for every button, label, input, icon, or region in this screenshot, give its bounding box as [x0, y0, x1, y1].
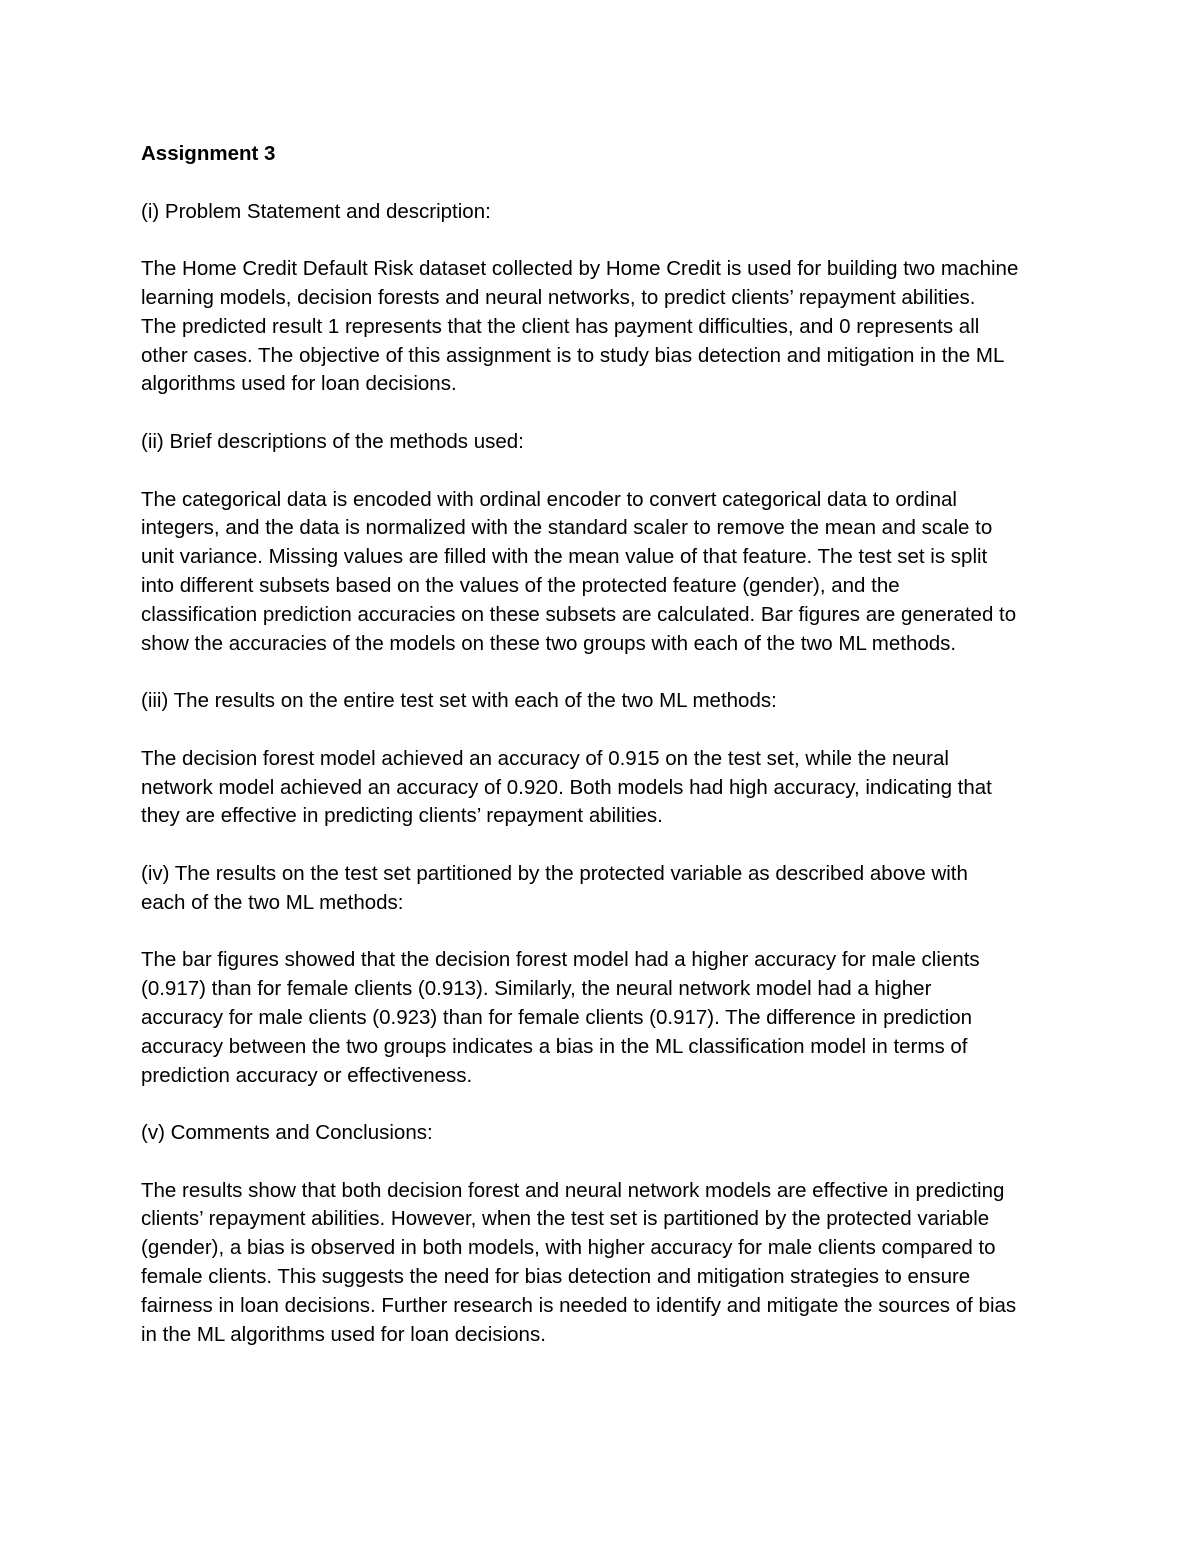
paragraph-line: unit variance. Missing values are filled with the mean value of that feature. The test set is split	[141, 545, 988, 569]
paragraph-line: accuracy for male clients (0.923) than for female clients (0.917). The difference in prediction	[141, 1005, 973, 1029]
paragraph-line: into different subsets based on the values of the protected feature (gender), and the	[141, 573, 900, 597]
paragraph-line: The Home Credit Default Risk dataset collected by Home Credit is used for building two machine	[141, 257, 1019, 281]
paragraph-line: The results show that both decision forest and neural network models are effective in predicting	[141, 1178, 1005, 1202]
paragraph-line: prediction accuracy or effectiveness.	[141, 1063, 473, 1087]
document-title: Assignment 3	[141, 142, 276, 165]
paragraph-line: classification prediction accuracies on these subsets are calculated. Bar figures are generated to	[141, 602, 1017, 626]
section-heading-conclusions: (v) Comments and Conclusions:	[141, 1121, 433, 1145]
paragraph-line: (0.917) than for female clients (0.913). Similarly, the neural network model had a higher	[141, 977, 932, 1001]
paragraph-line: The bar figures showed that the decision forest model had a higher accuracy for male clients	[141, 948, 980, 972]
paragraph-line: network model achieved an accuracy of 0.920. Both models had high accuracy, indicating that	[141, 775, 992, 799]
paragraph-line: female clients. This suggests the need for bias detection and mitigation strategies to ensure	[141, 1265, 971, 1289]
paragraph-line: The predicted result 1 represents that the client has payment difficulties, and 0 represents all	[141, 314, 980, 338]
paragraph-line: integers, and the data is normalized with the standard scaler to remove the mean and scale to	[141, 516, 993, 540]
section-heading-problem-statement: (i) Problem Statement and description:	[141, 199, 491, 223]
section-heading-results-partitioned	[141, 860, 1071, 918]
section-heading-results-entire: (iii) The results on the entire test set with each of the two ML methods:	[141, 689, 777, 713]
paragraph-line: learning models, decision forests and neural networks, to predict clients’ repayment abilities.	[141, 285, 976, 309]
paragraph-line: fairness in loan decisions. Further research is needed to identify and mitigate the sources of bias	[141, 1293, 1017, 1317]
heading-line: (iv) The results on the test set partitioned by the protected variable as described above with	[141, 861, 968, 885]
document-page	[141, 140, 1071, 1378]
paragraph-line: The decision forest model achieved an accuracy of 0.915 on the test set, while the neural	[141, 746, 949, 770]
paragraph-results-partitioned	[141, 946, 1071, 1090]
paragraph-line: accuracy between the two groups indicates a bias in the ML classification model in terms of	[141, 1034, 968, 1058]
paragraph-line: algorithms used for loan decisions.	[141, 372, 457, 396]
paragraph-line: The categorical data is encoded with ordinal encoder to convert categorical data to ordinal	[141, 487, 957, 511]
paragraph-line: they are effective in predicting clients’ repayment abilities.	[141, 804, 663, 828]
heading-line: each of the two ML methods:	[141, 890, 404, 914]
paragraph-line: show the accuracies of the models on these two groups with each of the two ML methods.	[141, 631, 957, 655]
paragraph-conclusions	[141, 1177, 1071, 1350]
section-heading-methods: (ii) Brief descriptions of the methods used:	[141, 429, 524, 453]
paragraph-line: (gender), a bias is observed in both models, with higher accuracy for male clients compared to	[141, 1236, 996, 1260]
paragraph-line: other cases. The objective of this assignment is to study bias detection and mitigation in the ML	[141, 343, 1005, 367]
paragraph-line: in the ML algorithms used for loan decisions.	[141, 1322, 546, 1346]
paragraph-methods	[141, 486, 1071, 659]
paragraph-problem-statement	[141, 255, 1071, 399]
paragraph-line: clients’ repayment abilities. However, when the test set is partitioned by the protected variable	[141, 1207, 990, 1231]
paragraph-results-entire	[141, 745, 1071, 831]
